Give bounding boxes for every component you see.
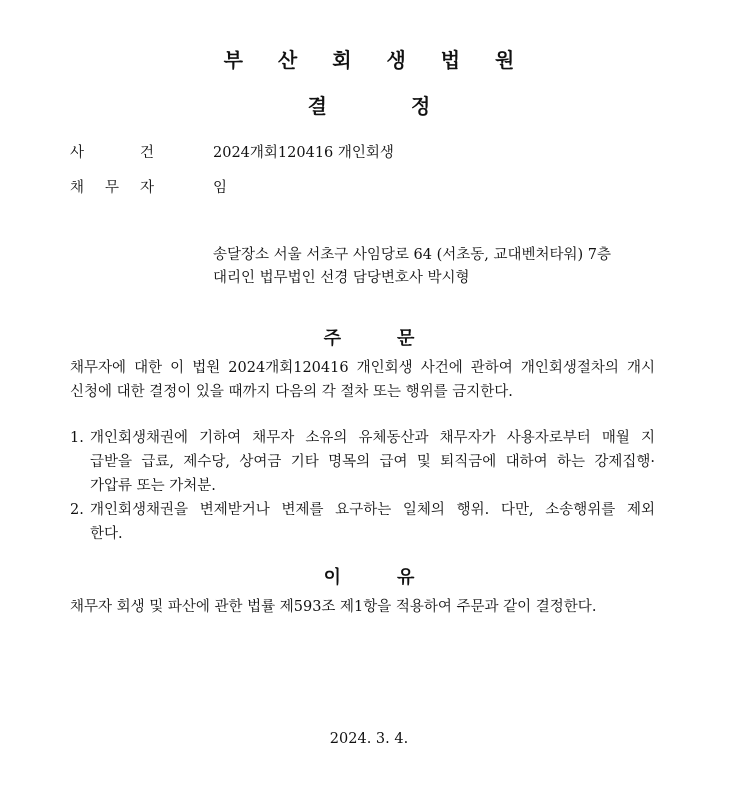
debtor-label-char-2: 무 — [104, 180, 119, 196]
order-items-list — [70, 426, 655, 546]
list-item — [70, 426, 655, 498]
service-address: 송달장소 서울 서초구 사임당로 64 (서초동, 교대벤처타워) 7층 — [213, 247, 612, 263]
case-label-char-1: 사 — [70, 145, 85, 161]
debtor-name: 임 — [213, 180, 228, 196]
list-item-number: 2. — [70, 502, 84, 518]
list-item-number: 1. — [70, 430, 84, 446]
order-title-char-2: 문 — [397, 328, 415, 349]
case-field-label — [70, 142, 154, 164]
order-intro-line-2: 신청에 대한 결정이 있을 때까지 다음의 각 절차 또는 행위를 금지한다. — [70, 384, 513, 400]
reason-section-title — [0, 563, 738, 589]
debtor-label-char-3: 자 — [139, 180, 154, 196]
case-number: 2024개회120416 개인회생 — [213, 145, 394, 161]
court-name: 부 산 회 생 법 원 — [223, 48, 529, 72]
list-item-line: 개인회생채권을 변제받거나 변제를 요구하는 일체의 행위. 다만, 소송행위를 제외 — [90, 502, 655, 518]
list-item-line: 한다. — [90, 526, 123, 542]
case-label-char-2: 건 — [139, 145, 154, 161]
reason-paragraph — [70, 595, 655, 619]
order-intro-paragraph — [70, 356, 655, 404]
list-item — [70, 498, 655, 546]
order-section-title — [0, 324, 738, 350]
document-type-title — [0, 90, 738, 119]
document-type-char-2: 정 — [411, 94, 431, 118]
attorney-info: 대리인 법무법인 선경 담당변호사 박시형 — [213, 270, 470, 286]
service-address-block — [213, 244, 611, 290]
reason-title-char-2: 유 — [397, 567, 415, 588]
decision-date: 2024. 3. 4. — [329, 731, 409, 747]
reason-title-char-1: 이 — [323, 567, 341, 588]
reason-text: 채무자 회생 및 파산에 관한 법률 제593조 제1항을 적용하여 주문과 같이 결정한다. — [70, 599, 597, 615]
list-item-line: 가압류 또는 가처분. — [90, 478, 216, 494]
document-type-char-1: 결 — [307, 94, 327, 118]
debtor-field-label — [70, 177, 154, 199]
order-intro-line-1: 채무자에 대한 이 법원 2024개회120416 개인회생 사건에 관하여 개인회생절차의 개시 — [70, 360, 655, 376]
debtor-label-char-1: 채 — [70, 180, 85, 196]
list-item-line: 개인회생채권에 기하여 채무자 소유의 유체동산과 채무자가 사용자로부터 매월 지 — [90, 430, 655, 446]
list-item-line: 급받을 급료, 제수당, 상여금 기타 명목의 급여 및 퇴직금에 대하여 하는 강제집행· — [90, 454, 655, 470]
order-title-char-1: 주 — [323, 328, 341, 349]
